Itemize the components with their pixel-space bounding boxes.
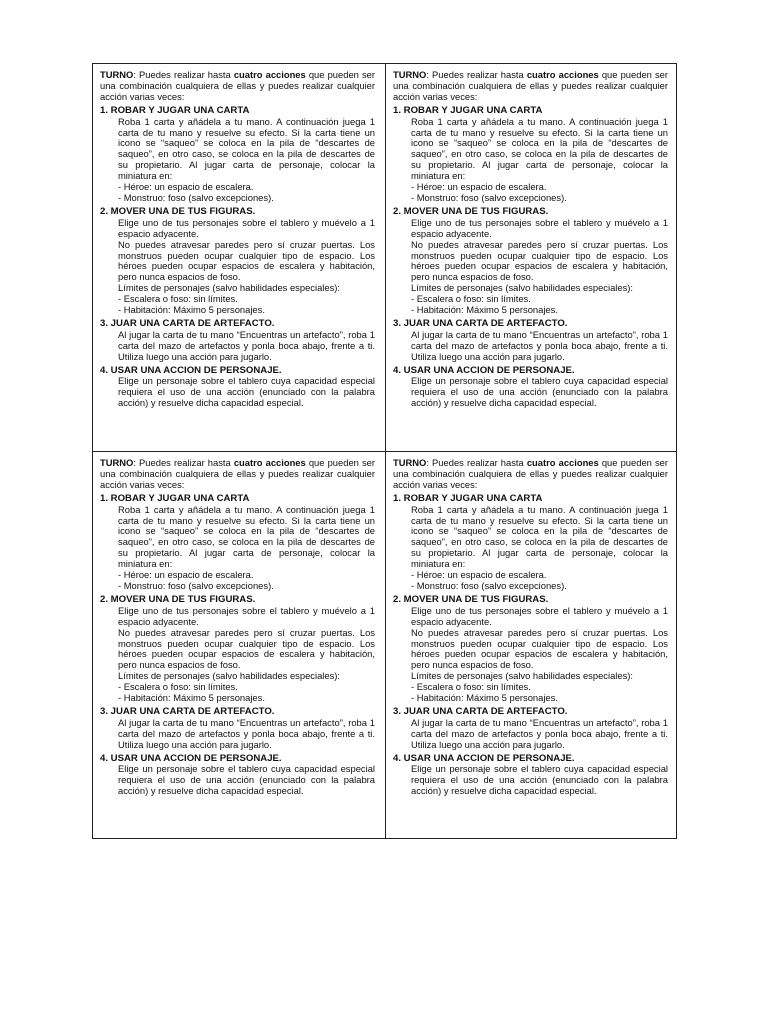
section-title: 2. MOVER UNA DE TUS FIGURAS. — [393, 205, 549, 217]
section-text: Roba 1 carta y añádela a tu mano. A continuación juega 1 carta de tu mano y resuelve su efecto. Si la carta tiene un icono se “saqueo” se coloca en la pila de “descartes de saqueo”, en otro caso, se coloca en la pila de descartes de su propietario. Al jugar carta de personaje, colocar la miniatura en: — [118, 115, 375, 182]
section-body — [393, 606, 668, 704]
turno-text-b: que pueden ser una combinación cualquiera de ellas y puedes realizar cualquier acción varias veces: — [100, 69, 375, 102]
section-text: - Monstruo: foso (salvo excepciones). — [411, 191, 567, 203]
section-text: Elige uno de tus personajes sobre el tablero y muévelo a 1 espacio adyacente. — [411, 604, 668, 627]
section-title: 4. USAR UNA ACCION DE PERSONAJE. — [393, 364, 575, 376]
section-character-action — [100, 754, 375, 798]
section-text: - Héroe: un espacio de escalera. — [118, 181, 254, 193]
section-text: Límites de personajes (salvo habilidades especiales): — [411, 282, 633, 294]
turn-card — [100, 70, 375, 409]
section-artifact — [100, 319, 375, 363]
section-text: - Héroe: un espacio de escalera. — [118, 569, 254, 581]
section-text: Elige un personaje sobre el tablero cuya capacidad especial requiera el uso de una acción (enunciado con la palabra acción) y resuelve dicha capacidad especial. — [118, 763, 375, 797]
section-title: 2. MOVER UNA DE TUS FIGURAS. — [393, 593, 549, 605]
section-body — [393, 718, 668, 751]
turn-intro — [100, 70, 375, 103]
section-title: 4. USAR UNA ACCION DE PERSONAJE. — [100, 364, 282, 376]
section-body — [100, 330, 375, 363]
section-text: Elige un personaje sobre el tablero cuya capacidad especial requiera el uso de una acción (enunciado con la palabra acción) y resuelve dicha capacidad especial. — [411, 375, 668, 409]
section-body — [393, 218, 668, 316]
turn-card — [393, 458, 668, 797]
section-text: Roba 1 carta y añádela a tu mano. A continuación juega 1 carta de tu mano y resuelve su efecto. Si la carta tiene un icono se “saqueo” se coloca en la pila de “descartes de saqueo”, en otro caso, se coloca en la pila de descartes de su propietario. Al jugar carta de personaje, colocar la miniatura en: — [411, 115, 668, 182]
section-body — [100, 505, 375, 592]
section-text: - Escalera o foso: sin límites. — [411, 293, 531, 305]
section-character-action — [100, 366, 375, 410]
turn-intro — [393, 458, 668, 491]
turno-text-b: que pueden ser una combinación cualquiera de ellas y puedes realizar cualquier acción varias veces: — [393, 457, 668, 490]
section-text: Al jugar la carta de tu mano “Encuentras un artefacto”, roba 1 carta del mazo de artefactos y ponla boca abajo, frente a ti. Utiliza luego una acción para jugarlo. — [411, 328, 668, 362]
section-text: Al jugar la carta de tu mano “Encuentras un artefacto”, roba 1 carta del mazo de artefactos y ponla boca abajo, frente a ti. Utiliza luego una acción para jugarlo. — [118, 328, 375, 362]
section-body — [100, 376, 375, 409]
section-title: 1. ROBAR Y JUGAR UNA CARTA — [100, 492, 250, 504]
turno-label: TURNO — [393, 457, 427, 468]
section-text: - Habitación: Máximo 5 personajes. — [411, 692, 558, 704]
section-text: Límites de personajes (salvo habilidades especiales): — [411, 670, 633, 682]
section-move — [393, 595, 668, 704]
section-text: Límites de personajes (salvo habilidades especiales): — [118, 670, 340, 682]
section-draw-play — [100, 106, 375, 204]
section-title: 4. USAR UNA ACCION DE PERSONAJE. — [393, 752, 575, 764]
section-draw-play — [393, 494, 668, 592]
turno-text-a: : Puedes realizar hasta — [426, 69, 527, 80]
section-text: - Héroe: un espacio de escalera. — [411, 181, 547, 193]
section-text: Elige un personaje sobre el tablero cuya capacidad especial requiera el uso de una acción (enunciado con la palabra acción) y resuelve dicha capacidad especial. — [118, 375, 375, 409]
turno-text-a: : Puedes realizar hasta — [426, 457, 527, 468]
section-text: - Escalera o foso: sin límites. — [118, 681, 238, 693]
section-title: 2. MOVER UNA DE TUS FIGURAS. — [100, 205, 256, 217]
turno-bold: cuatro acciones — [233, 69, 306, 80]
section-text: Al jugar la carta de tu mano “Encuentras un artefacto”, roba 1 carta del mazo de artefactos y ponla boca abajo, frente a ti. Utiliza luego una acción para jugarlo. — [118, 716, 375, 750]
section-text: Límites de personajes (salvo habilidades especiales): — [118, 282, 340, 294]
turn-intro — [100, 458, 375, 491]
section-body — [393, 117, 668, 204]
section-text: - Habitación: Máximo 5 personajes. — [411, 304, 558, 316]
turno-text-b: que pueden ser una combinación cualquiera de ellas y puedes realizar cualquier acción varias veces: — [393, 69, 668, 102]
section-title: 3. JUAR UNA CARTA DE ARTEFACTO. — [100, 705, 275, 717]
section-body — [100, 718, 375, 751]
section-text: Elige uno de tus personajes sobre el tablero y muévelo a 1 espacio adyacente. — [118, 604, 375, 627]
section-move — [100, 207, 375, 316]
section-text: Elige uno de tus personajes sobre el tablero y muévelo a 1 espacio adyacente. — [411, 216, 668, 239]
turn-card — [100, 458, 375, 797]
section-text: - Escalera o foso: sin límites. — [411, 681, 531, 693]
section-title: 3. JUAR UNA CARTA DE ARTEFACTO. — [393, 317, 568, 329]
section-text: - Monstruo: foso (salvo excepciones). — [118, 579, 274, 591]
section-text: - Habitación: Máximo 5 personajes. — [118, 692, 265, 704]
turno-label: TURNO — [100, 457, 134, 468]
section-title: 1. ROBAR Y JUGAR UNA CARTA — [393, 492, 543, 504]
section-title: 2. MOVER UNA DE TUS FIGURAS. — [100, 593, 256, 605]
section-artifact — [393, 707, 668, 751]
section-body — [100, 218, 375, 316]
section-text: - Héroe: un espacio de escalera. — [411, 569, 547, 581]
section-artifact — [100, 707, 375, 751]
section-body — [100, 117, 375, 204]
section-draw-play — [393, 106, 668, 204]
section-move — [393, 207, 668, 316]
section-text: Elige uno de tus personajes sobre el tablero y muévelo a 1 espacio adyacente. — [118, 216, 375, 239]
section-title: 1. ROBAR Y JUGAR UNA CARTA — [393, 104, 543, 116]
section-artifact — [393, 319, 668, 363]
section-text: - Monstruo: foso (salvo excepciones). — [118, 191, 274, 203]
section-body — [393, 505, 668, 592]
horizontal-divider — [93, 451, 676, 452]
section-text: No puedes atravesar paredes pero sí cruzar puertas. Los monstruos pueden ocupar cualquier tipo de espacio. Los héroes pueden ocupar espacios de escalera y habitación, pero nunca espacios de foso. — [411, 626, 668, 671]
turn-intro — [393, 70, 668, 103]
turno-bold: cuatro acciones — [233, 457, 306, 468]
section-text: Roba 1 carta y añádela a tu mano. A continuación juega 1 carta de tu mano y resuelve su efecto. Si la carta tiene un icono se “saqueo” se coloca en la pila de “descartes de saqueo”, en otro caso, se coloca en la pila de descartes de su propietario. Al jugar carta de personaje, colocar la miniatura en: — [118, 503, 375, 570]
section-text: No puedes atravesar paredes pero sí cruzar puertas. Los monstruos pueden ocupar cualquier tipo de espacio. Los héroes pueden ocupar espacios de escalera y habitación, pero nunca espacios de foso. — [118, 238, 375, 283]
section-draw-play — [100, 494, 375, 592]
section-body — [393, 764, 668, 797]
section-title: 4. USAR UNA ACCION DE PERSONAJE. — [100, 752, 282, 764]
section-text: - Habitación: Máximo 5 personajes. — [118, 304, 265, 316]
section-body — [100, 606, 375, 704]
turno-bold: cuatro acciones — [526, 69, 599, 80]
section-text: No puedes atravesar paredes pero sí cruzar puertas. Los monstruos pueden ocupar cualquier tipo de espacio. Los héroes pueden ocupar espacios de escalera y habitación, pero nunca espacios de foso. — [411, 238, 668, 283]
turno-label: TURNO — [100, 69, 134, 80]
turno-text-a: : Puedes realizar hasta — [133, 457, 234, 468]
section-text: Roba 1 carta y añádela a tu mano. A continuación juega 1 carta de tu mano y resuelve su efecto. Si la carta tiene un icono se “saqueo” se coloca en la pila de “descartes de saqueo”, en otro caso, se coloca en la pila de descartes de su propietario. Al jugar carta de personaje, colocar la miniatura en: — [411, 503, 668, 570]
section-character-action — [393, 754, 668, 798]
section-text: - Monstruo: foso (salvo excepciones). — [411, 579, 567, 591]
section-text: Al jugar la carta de tu mano “Encuentras un artefacto”, roba 1 carta del mazo de artefactos y ponla boca abajo, frente a ti. Utiliza luego una acción para jugarlo. — [411, 716, 668, 750]
turno-text-b: que pueden ser una combinación cualquiera de ellas y puedes realizar cualquier acción varias veces: — [100, 457, 375, 490]
section-body — [100, 764, 375, 797]
section-text: - Escalera o foso: sin límites. — [118, 293, 238, 305]
section-character-action — [393, 366, 668, 410]
section-text: Elige un personaje sobre el tablero cuya capacidad especial requiera el uso de una acción (enunciado con la palabra acción) y resuelve dicha capacidad especial. — [411, 763, 668, 797]
turn-card — [393, 70, 668, 409]
section-body — [393, 376, 668, 409]
section-text: No puedes atravesar paredes pero sí cruzar puertas. Los monstruos pueden ocupar cualquier tipo de espacio. Los héroes pueden ocupar espacios de escalera y habitación, pero nunca espacios de foso. — [118, 626, 375, 671]
section-body — [393, 330, 668, 363]
section-title: 3. JUAR UNA CARTA DE ARTEFACTO. — [393, 705, 568, 717]
section-title: 3. JUAR UNA CARTA DE ARTEFACTO. — [100, 317, 275, 329]
section-title: 1. ROBAR Y JUGAR UNA CARTA — [100, 104, 250, 116]
turno-label: TURNO — [393, 69, 427, 80]
turno-bold: cuatro acciones — [526, 457, 599, 468]
section-move — [100, 595, 375, 704]
turno-text-a: : Puedes realizar hasta — [133, 69, 234, 80]
